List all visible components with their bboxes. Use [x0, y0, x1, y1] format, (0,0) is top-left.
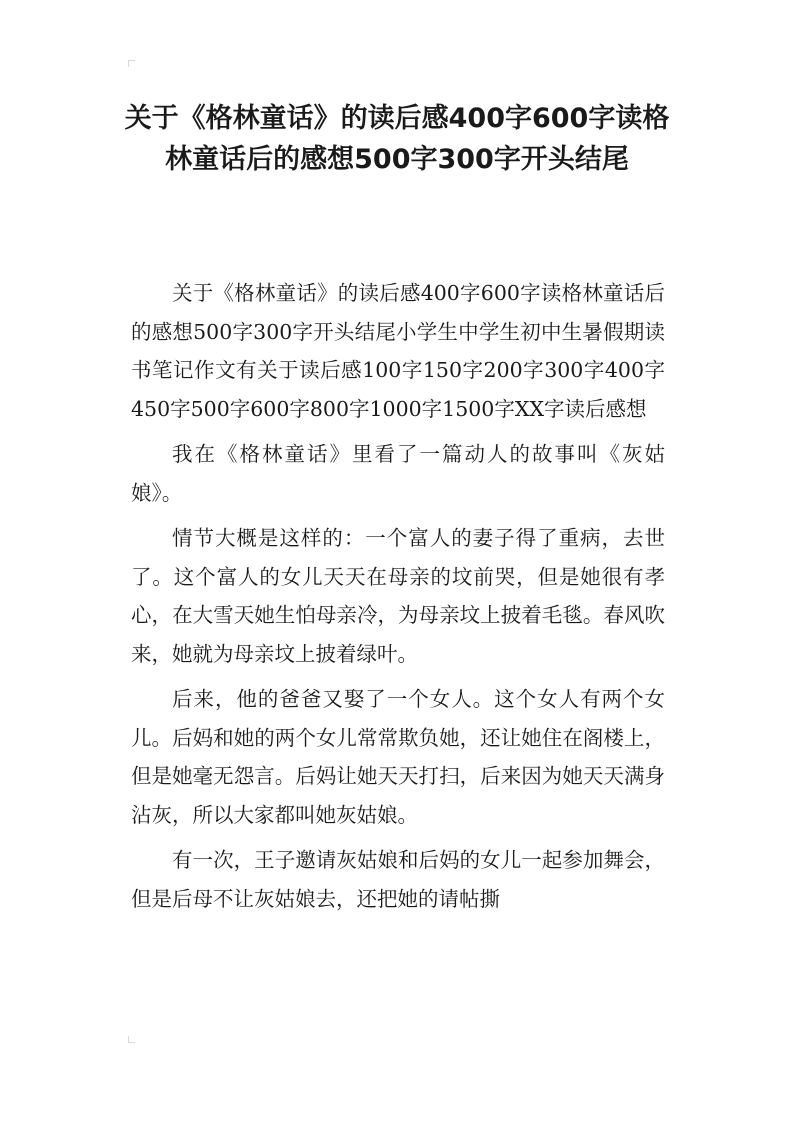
document-body	[131, 274, 665, 925]
paragraph-plot: 情节大概是这样的：一个富人的妻子得了重病，去世了。这个富人的女儿天天在母亲的坟前哭，但是她很有孝心，在大雪天她生怕母亲冷，为母亲坟上披着毛毯。春风吹来，她就为母亲坟上披着绿叶。	[131, 526, 665, 666]
crop-mark-top-left	[128, 60, 135, 67]
paragraph-intro: 关于《格林童话》的读后感400字600字读格林童话后的感想500字300字开头结尾小学生中学生初中生暑假期读书笔记作文有关于读后感100字150字200字300字400字450字500字600字800字1000字1500字XX字读后感想	[131, 281, 665, 421]
paragraph-story-name: 我在《格林童话》里看了一篇动人的故事叫《灰姑娘》。	[131, 442, 665, 505]
crop-mark-bottom-left	[128, 1036, 135, 1043]
paragraph-stepmother: 后来，他的爸爸又娶了一个女人。这个女人有两个女儿。后妈和她的两个女儿常常欺负她，还让她住在阁楼上，但是她毫无怨言。后妈让她天天打扫，后来因为她天天满身沾灰，所以大家都叫她灰姑娘。	[131, 687, 665, 827]
paragraph-ball: 有一次，王子邀请灰姑娘和后妈的女儿一起参加舞会，但是后母不让灰姑娘去，还把她的请帖撕	[131, 848, 665, 911]
document-title: 关于《格林童话》的读后感400字600字读格林童话后的感想500字300字开头结尾	[124, 103, 670, 175]
